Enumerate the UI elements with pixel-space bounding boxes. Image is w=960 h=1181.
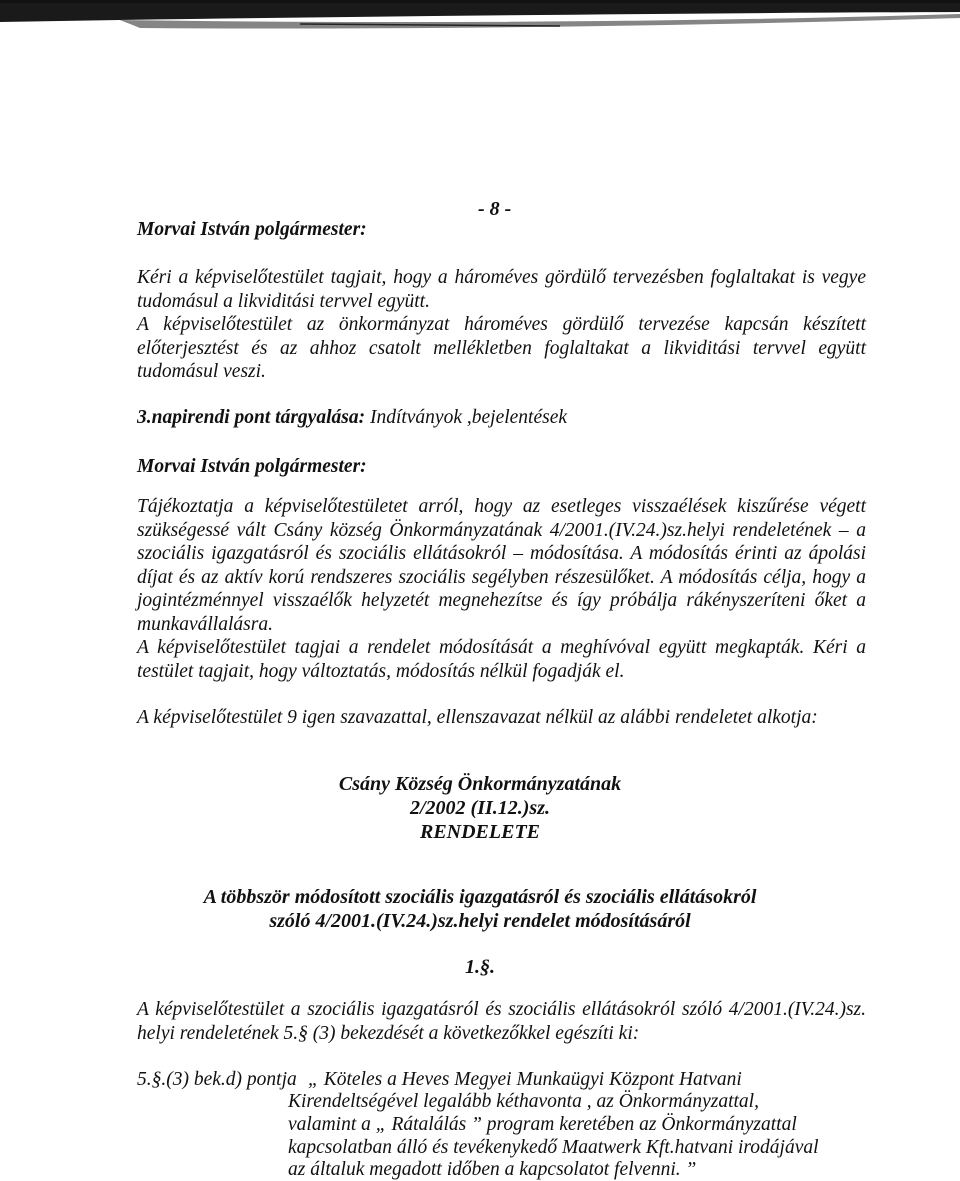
- paragraph: Tájékoztatja a képviselőtestületet arról, hogy az esetleges visszaélések kiszűrése végett szükségessé vált Csány község Önkormányzatának 4/2001.(IV.24.)sz.helyi rendeletének – a szociális igazgatásról és szociális ellátásokról – módosítása. A módosítás érinti az ápolási díjat és az aktív korú rendszeres szociális segélyben részesülőket. A módosítás célja, hogy a jogintézménnyel visszaélők helyzetét megnehezítse és így próbálja rákényszeríteni őket a munkavállalásra.: [137, 496, 866, 635]
- decree-subject: szóló 4/2001.(IV.24.)sz.helyi rendelet módosításáról: [269, 910, 691, 932]
- agenda-topic: Indítványok ,bejelentések: [369, 407, 568, 428]
- clause-line: kapcsolatban álló és tevékenykedő Maatwerk Kft.hatvani irodájával: [288, 1137, 819, 1158]
- paragraph: A képviselőtestület 9 igen szavazattal, ellenszavazat nélkül az alábbi rendeletet alkotja:: [137, 707, 818, 728]
- speaker-heading: Morvai István polgármester:: [137, 219, 367, 240]
- paragraph: A képviselőtestület tagjai a rendelet módosítását a meghívóval együtt megkapták. Kéri a testület tagjait, hogy változtatás, módosítás nélkül fogadják el.: [137, 637, 866, 682]
- section-number: 1.§.: [465, 956, 495, 978]
- speaker-heading: Morvai István polgármester:: [137, 456, 367, 477]
- paragraph: A képviselőtestület az önkormányzat hároméves gördülő tervezése kapcsán készített előterjesztést és az ahhoz csatolt mellékletben foglaltakat a likviditási tervvel együtt tudomásul veszi.: [137, 314, 866, 382]
- clause-line: valamint a „ Rátalálás ” program keretében az Önkormányzattal: [288, 1114, 797, 1135]
- clause-reference: 5.§.(3) bek.d) pontja: [137, 1069, 297, 1090]
- clause-line: „ Köteles a Heves Megyei Munkaügyi Központ Hatvani: [308, 1069, 742, 1090]
- decree-title: RENDELETE: [419, 821, 541, 843]
- clause-line: Kirendeltségével legalább kéthavonta , az Önkormányzattal,: [288, 1091, 759, 1112]
- clause-line: az általuk megadott időben a kapcsolatot felvenni. ”: [288, 1159, 697, 1180]
- paragraph: A képviselőtestület a szociális igazgatásról és szociális ellátásokról szóló 4/2001.(IV.24.)sz. helyi rendeletének 5.§ (3) bekezdését a következőkkel egészíti ki:: [137, 999, 866, 1044]
- decree-number: 2/2002 (II.12.)sz.: [409, 797, 550, 819]
- page-number: - 8 -: [478, 198, 512, 220]
- decree-issuer: Csány Község Önkormányzatának: [338, 773, 622, 795]
- decree-subject: A többször módosított szociális igazgatásról és szociális ellátásokról: [203, 886, 757, 908]
- agenda-item: [137, 407, 567, 429]
- agenda-label: 3.napirendi pont tárgyalása:: [137, 407, 366, 428]
- paragraph: Kéri a képviselőtestület tagjait, hogy a hároméves gördülő tervezésben foglaltakat is vegye tudomásul a likviditási tervvel együtt.: [137, 267, 866, 312]
